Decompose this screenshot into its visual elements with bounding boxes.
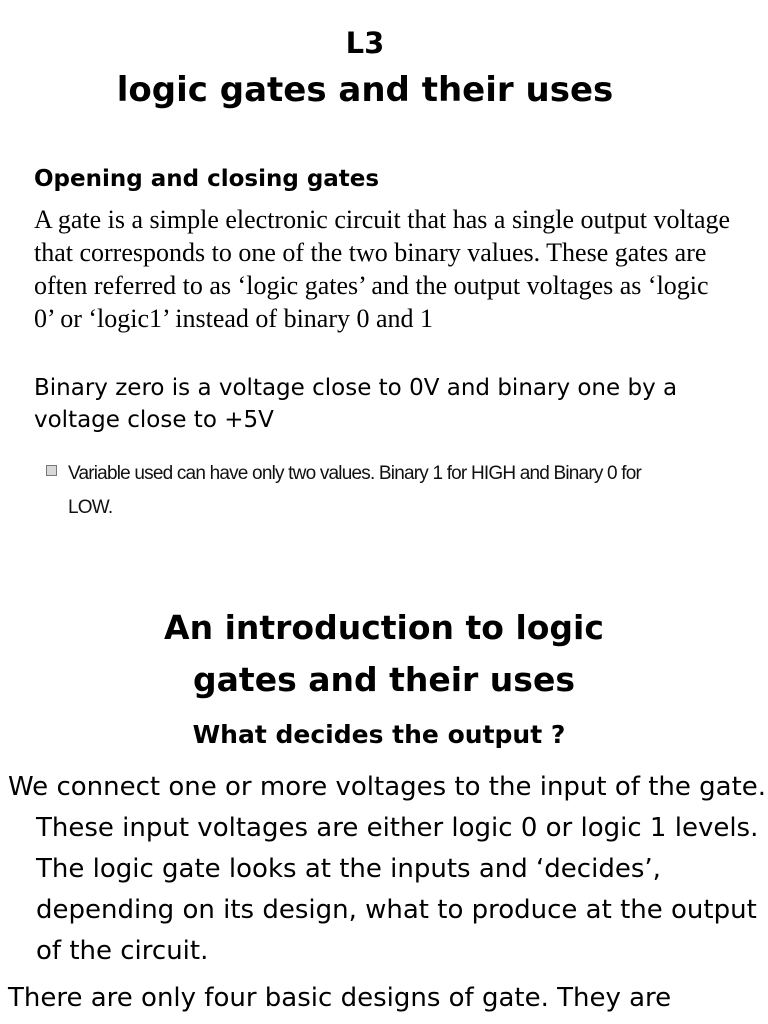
bullet-text: Variable used can have only two values. Binary 1 for HIGH and Binary 0 for LOW. xyxy=(68,463,642,518)
title-line-1: An introduction to logic xyxy=(164,608,604,647)
input-voltages-paragraph: We connect one or more voltages to the input of the gate. These input voltages are either logic 0 or logic 1 levels. The logic gate looks at the inputs and ‘decides’, depending on its design, what to produce at the output of the circuit. xyxy=(8,772,767,966)
slide-number: L3 xyxy=(345,26,385,60)
square-bullet-icon xyxy=(46,465,57,476)
binary-voltage-paragraph: Binary zero is a voltage close to 0V and binary one by a voltage close to +5V xyxy=(34,375,678,433)
title-line-2: gates and their uses xyxy=(193,660,575,699)
slide-title xyxy=(0,602,768,706)
slide-introduction xyxy=(0,540,768,1024)
section-heading: Opening and closing gates xyxy=(34,166,380,192)
section-heading: What decides the output ? xyxy=(192,720,566,749)
basic-designs-paragraph: There are only four basic designs of gate. They are xyxy=(8,983,672,1013)
gate-definition-paragraph: A gate is a simple electronic circuit that has a single output voltage that corresponds to one of the two binary values. These gates are often referred to as ‘logic gates’ and the output voltages as ‘logic 0’ or ‘logic1’ instead of binary 0 and 1 xyxy=(34,205,731,333)
slide-title: logic gates and their uses xyxy=(116,70,614,110)
bullet-item xyxy=(46,457,686,525)
